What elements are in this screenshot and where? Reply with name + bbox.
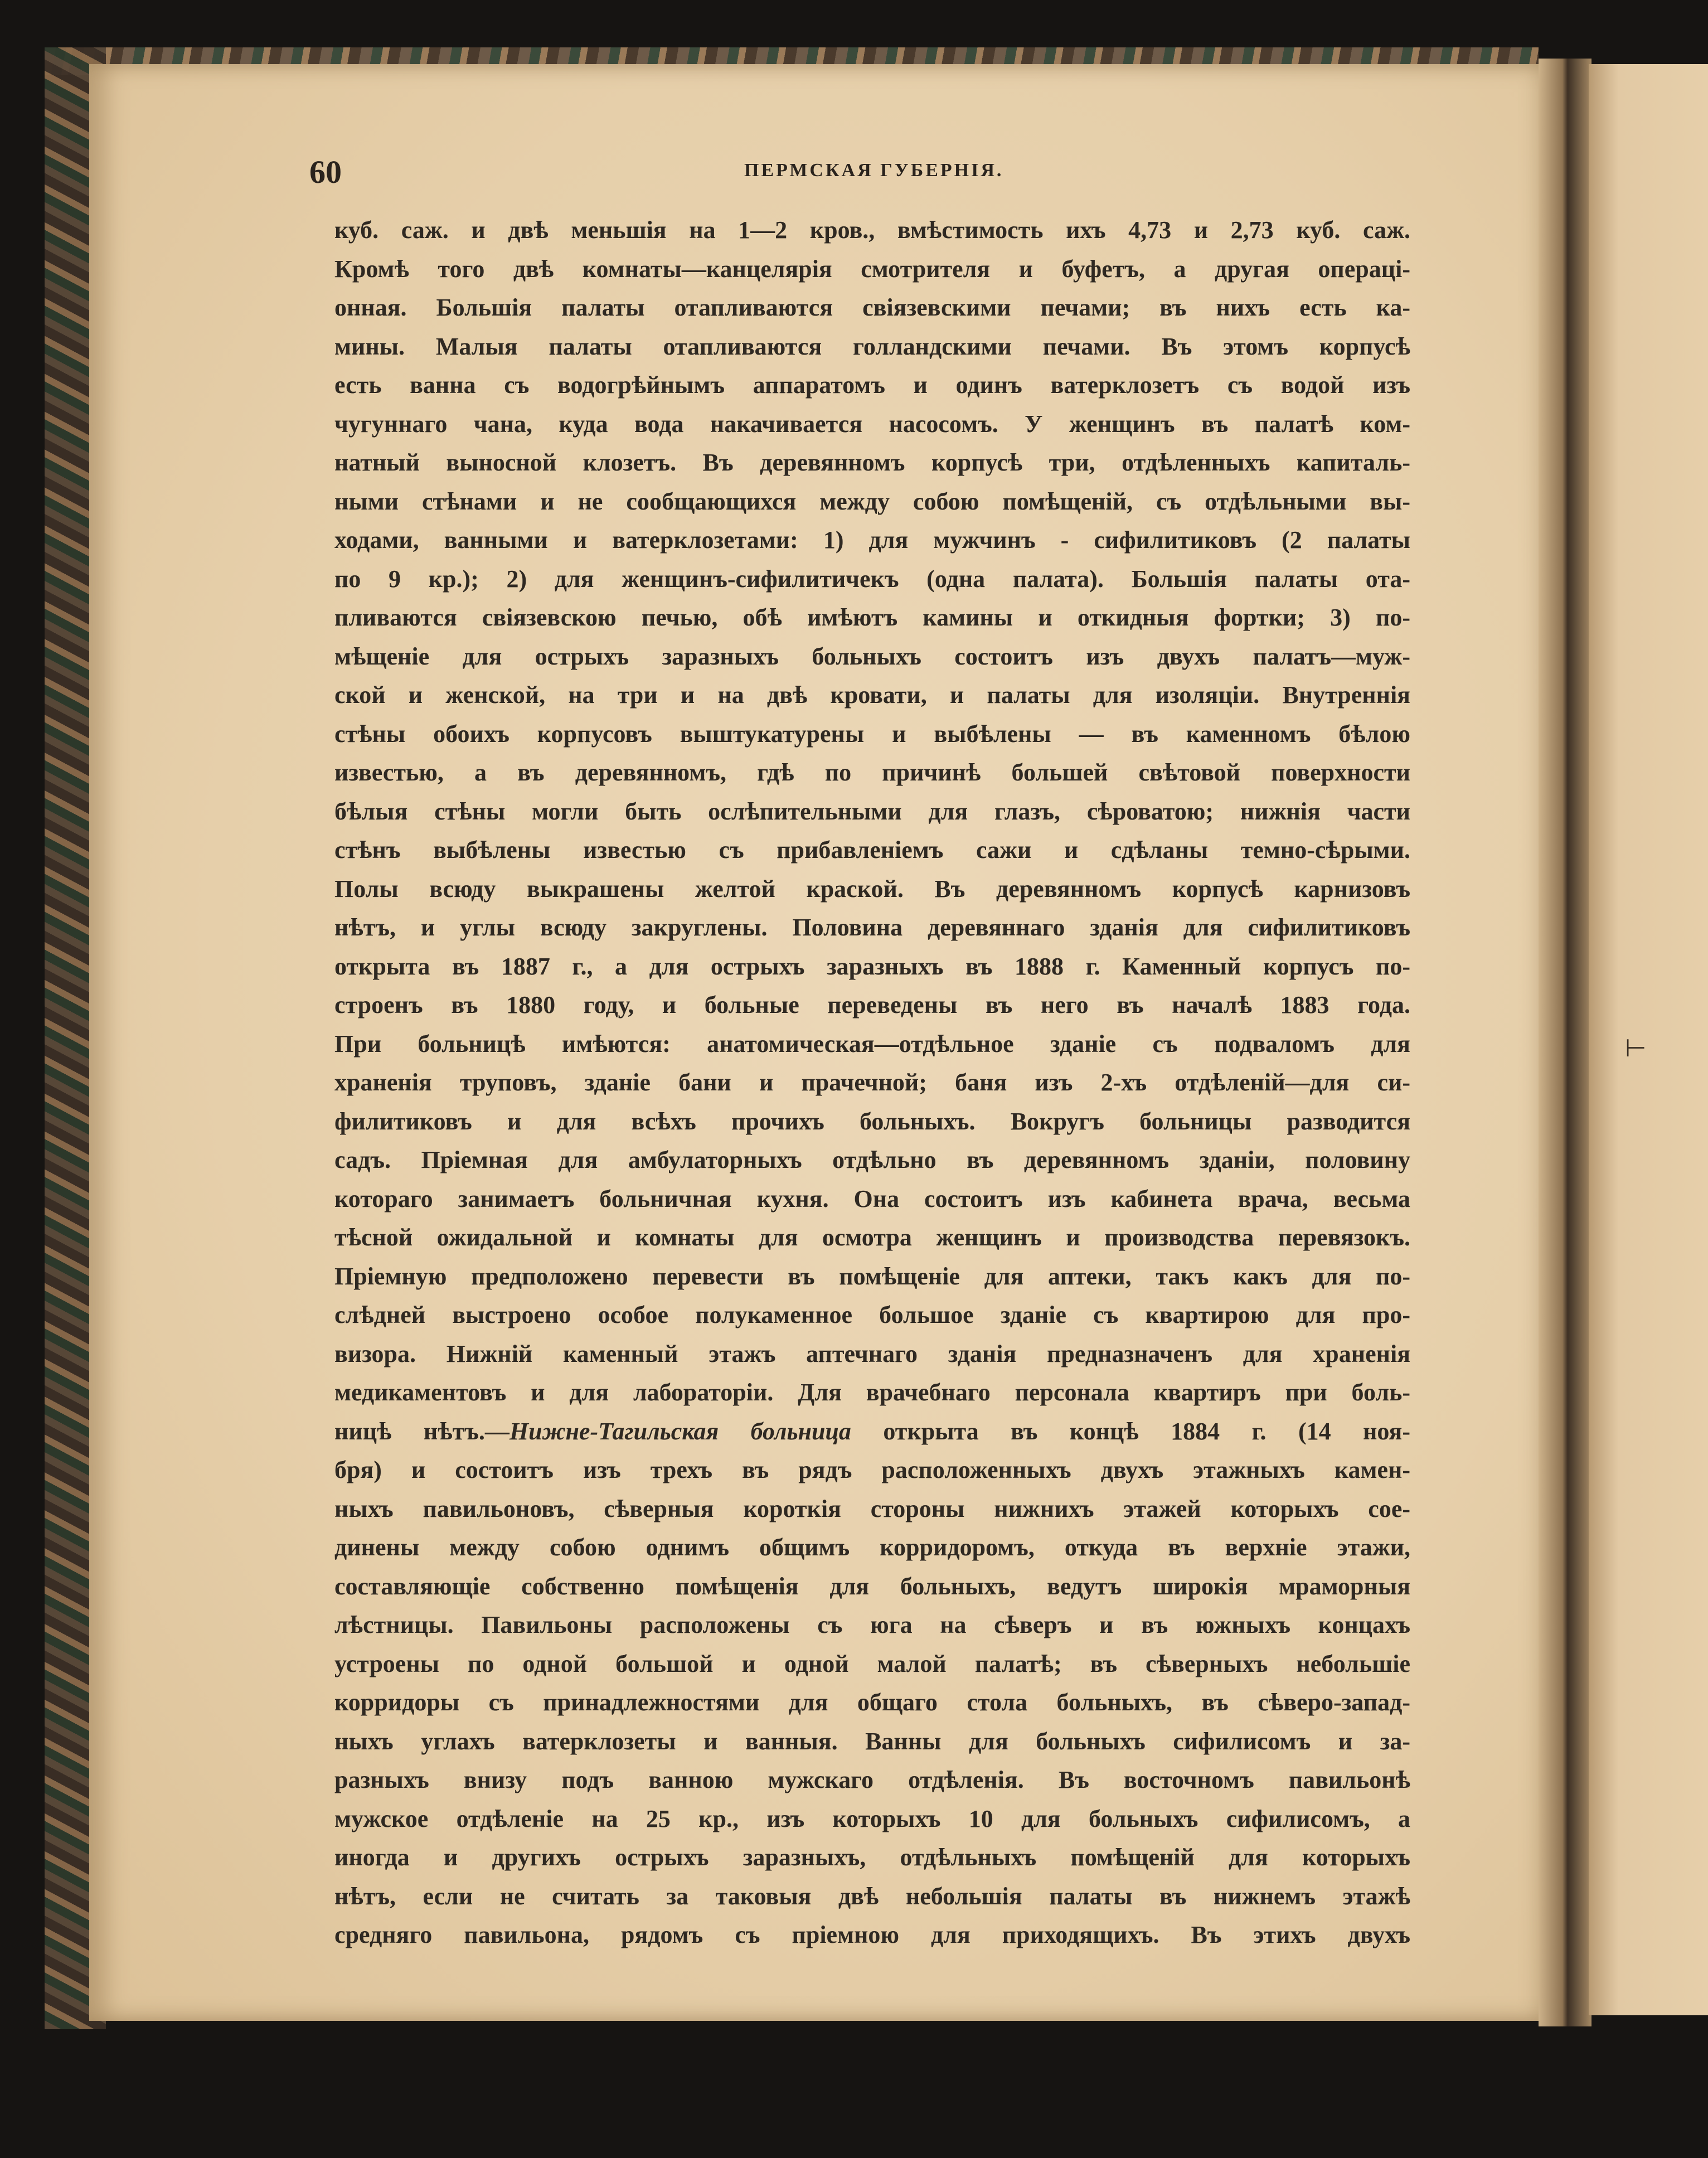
- text-segment: ницѣ нѣтъ.—: [334, 1417, 510, 1445]
- book-gutter: [1539, 59, 1591, 2026]
- text-line: слѣдней выстроено особое полукаменное большое зданіе съ квартирою для про-: [334, 1301, 1410, 1328]
- text-line: строенъ въ 1880 году, и больные переведены въ него въ началѣ 1883 года.: [334, 991, 1410, 1019]
- text-line: разныхъ внизу подъ ванною мужскаго отдѣленія. Въ восточномъ павильонѣ: [334, 1766, 1410, 1793]
- text-line: ходами, ванными и ватерклозетами: 1) для мужчинъ - сифилитиковъ (2 палаты: [334, 526, 1410, 554]
- text-line: Полы всюду выкрашены желтой краской. Въ деревянномъ корпусѣ карнизовъ: [334, 875, 1410, 903]
- text-line: чугуннаго чана, куда вода накачивается насосомъ. У женщинъ въ палатѣ ком-: [334, 410, 1410, 438]
- text-line: При больницѣ имѣются: анатомическая—отдѣльное зданіе съ подваломъ для: [334, 1030, 1410, 1058]
- text-line: котораго занимаетъ больничная кухня. Она состоитъ изъ кабинета врача, весьма: [334, 1185, 1410, 1213]
- text-line: онная. Большія палаты отапливаются свіязевскими печами; въ нихъ есть ка-: [334, 294, 1410, 321]
- text-line: Кромѣ того двѣ комнаты—канцелярія смотрителя и буфетъ, а другая операці-: [334, 255, 1410, 283]
- text-line: известью, а въ деревянномъ, гдѣ по причинѣ большей свѣтовой поверхности: [334, 759, 1410, 786]
- text-line: визора. Нижній каменный этажъ аптечнаго зданія предназначенъ для храненія: [334, 1340, 1410, 1367]
- text-line: стѣны обоихъ корпусовъ выштукатурены и выбѣлены — въ каменномъ бѣлою: [334, 720, 1410, 748]
- text-line: есть ванна съ водогрѣйнымъ аппаратомъ и одинъ ватерклозетъ съ водой изъ: [334, 371, 1410, 399]
- text-line: филитиковъ и для всѣхъ прочихъ больныхъ. Вокругъ больницы разводится: [334, 1107, 1410, 1135]
- page-number: 60: [309, 154, 342, 190]
- text-line: садъ. Пріемная для амбулаторныхъ отдѣльно въ деревянномъ зданіи, половину: [334, 1146, 1410, 1173]
- text-line: бѣлыя стѣны могли быть ослѣпительными для глазъ, сѣроватою; нижнія части: [334, 797, 1410, 825]
- text-line: нѣтъ, если не считать за таковыя двѣ небольшія палаты въ нижнемъ этажѣ: [334, 1882, 1410, 1910]
- text-line: составляющіе собственно помѣщенія для больныхъ, ведутъ широкія мраморныя: [334, 1572, 1410, 1600]
- text-line: ными стѣнами и не сообщающихся между собою помѣщеній, съ отдѣльными вы-: [334, 487, 1410, 515]
- text-line: корридоры съ принадлежностями для общаго стола больныхъ, въ сѣверо-запад-: [334, 1689, 1410, 1716]
- text-line: Пріемную предположено перевести въ помѣщеніе для аптеки, такъ какъ для по-: [334, 1262, 1410, 1290]
- text-line: иногда и другихъ острыхъ заразныхъ, отдѣльныхъ помѣщеній для которыхъ: [334, 1844, 1410, 1871]
- margin-mark: ⊢: [1625, 1034, 1647, 1063]
- text-line: тѣсной ожидальной и комнаты для осмотра женщинъ и производства перевязокъ.: [334, 1224, 1410, 1251]
- text-segment: открыта въ концѣ 1884 г. (14 ноя-: [851, 1417, 1410, 1445]
- text-line: нѣтъ, и углы всюду закруглены. Половина деревяннаго зданія для сифилитиковъ: [334, 914, 1410, 941]
- text-line: куб. саж. и двѣ меньшія на 1—2 кров., вмѣстимость ихъ 4,73 и 2,73 куб. саж.: [334, 216, 1410, 244]
- hospital-name: Нижне-Тагильская больница: [509, 1417, 851, 1445]
- text-line: средняго павильона, рядомъ съ пріемною для приходящихъ. Въ этихъ двухъ: [334, 1921, 1410, 1948]
- text-line: ныхъ углахъ ватерклозеты и ванныя. Ванны для больныхъ сифилисомъ и за-: [334, 1727, 1410, 1755]
- text-line: мужское отдѣленіе на 25 кр., изъ которыхъ 10 для больныхъ сифилисомъ, а: [334, 1805, 1410, 1832]
- text-line: лѣстницы. Павильоны расположены съ юга на сѣверъ и въ южныхъ концахъ: [334, 1611, 1410, 1638]
- text-line: бря) и состоитъ изъ трехъ въ рядъ расположенныхъ двухъ этажныхъ камен-: [334, 1456, 1410, 1483]
- text-line: по 9 кр.); 2) для женщинъ-сифилитичекъ (одна палата). Большія палаты ота-: [334, 565, 1410, 593]
- text-line: мины. Малыя палаты отапливаются голландскими печами. Въ этомъ корпусѣ: [334, 332, 1410, 360]
- text-line: устроены по одной большой и одной малой палатѣ; въ сѣверныхъ небольшіе: [334, 1650, 1410, 1677]
- text-line: динены между собою однимъ общимъ корридоромъ, откуда въ верхніе этажи,: [334, 1534, 1410, 1561]
- text-line: открыта въ 1887 г., а для острыхъ заразныхъ въ 1888 г. Каменный корпусъ по-: [334, 952, 1410, 980]
- text-line: мѣщеніе для острыхъ заразныхъ больныхъ состоитъ изъ двухъ палатъ—муж-: [334, 642, 1410, 670]
- text-line: храненія труповъ, зданіе бани и прачечной; баня изъ 2-хъ отдѣленій—для си-: [334, 1069, 1410, 1096]
- text-line: ныхъ павильоновъ, сѣверныя короткія стороны нижнихъ этажей которыхъ сое-: [334, 1495, 1410, 1522]
- body-text: [334, 211, 1410, 1955]
- facing-page-edge: [1589, 64, 1708, 2015]
- text-line: ской и женской, на три и на двѣ кровати, и палаты для изоляціи. Внутреннія: [334, 681, 1410, 709]
- text-line: пливаются свіязевскою печью, обѣ имѣютъ камины и откидныя фортки; 3) по-: [334, 604, 1410, 631]
- text-line: стѣнъ выбѣлены известью съ прибавленіемъ сажи и сдѣланы темно-сѣрыми.: [334, 836, 1410, 864]
- running-head: ПЕРМСКАЯ ГУБЕРНІЯ.: [744, 160, 1004, 181]
- text-line: медикаментовъ и для лабораторіи. Для врачебнаго персонала квартиръ при боль-: [334, 1379, 1410, 1406]
- page-header: [309, 153, 1218, 192]
- text-line: натный выносной клозетъ. Въ деревянномъ корпусѣ три, отдѣленныхъ капиталь-: [334, 449, 1410, 476]
- text-line: [334, 1412, 1410, 1451]
